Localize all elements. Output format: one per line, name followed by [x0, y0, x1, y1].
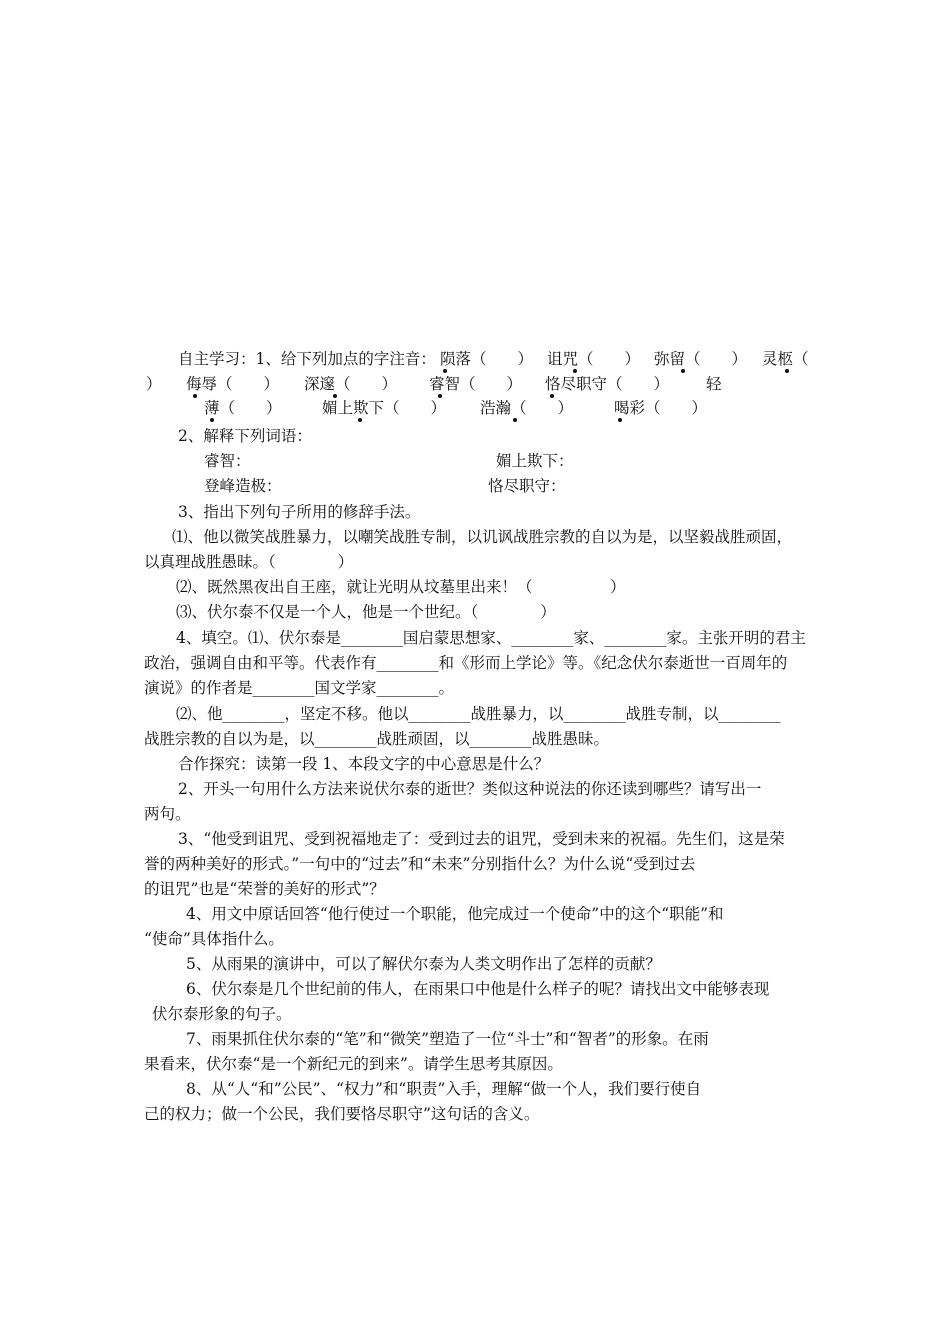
coop-q3a-text: 3、“他受到诅咒、受到祝福地走了：受到过去的诅咒，受到未来的祝福。先生们，这是荣	[178, 830, 785, 848]
coop-q6a-text: 6、伏尔泰是几个世纪前的伟人，在雨果口中他是什么样子的呢？请找出文中能够表现	[186, 980, 770, 998]
q4-l2-text: 政治，强调自由和平等。代表作有________和《形而上学论》等。《纪念伏尔泰逝世一百周年的	[144, 654, 788, 672]
q3-s2-text: ⑵、既然黑夜出自王座，就让光明从坟墓里出来！（ ）	[176, 578, 626, 596]
q1-lead: 自主学习：1、给下列加点的字注音：	[178, 350, 436, 368]
coop-q4a-text: 4、用文中原话回答“他行使过一个职能，他完成过一个使命”中的这个“职能”和	[186, 905, 724, 923]
emphasis-dot	[573, 369, 577, 373]
emphasis-dot	[358, 418, 362, 422]
emphasis-dot	[513, 418, 517, 422]
emphasis-dot	[443, 369, 447, 373]
q1-item-shensui: 深邃（ ）	[304, 375, 398, 393]
term-meishang: 媚上欺下：	[496, 452, 574, 470]
q1-item-meishang: 媚上欺下（ ）	[322, 399, 447, 417]
q1-item-close: ）	[146, 375, 162, 393]
q4-l1-text: 4、填空。⑴、伏尔泰是________国启蒙思想家、________家、________家。主张开明的君主	[176, 629, 806, 647]
term-ruizhi: 睿智：	[204, 452, 251, 470]
coop-q5-text: 5、从雨果的演讲中，可以了解伏尔泰为人类文明作出了怎样的贡献？	[186, 955, 661, 973]
q3-title-text: 3、指出下列句子所用的修辞手法。	[178, 503, 421, 521]
q1-item-qing: 轻	[706, 375, 722, 393]
q1-item-hecai: 喝彩（ ）	[614, 399, 708, 417]
coop-q3c-text: 的诅咒”也是“荣誉的美好的形式”？	[144, 880, 385, 898]
term-dengfeng: 登峰造极：	[204, 477, 282, 495]
coop-q7a-text: 7、雨果抓住伏尔泰的“笔”和“微笑”塑造了一位“斗士”和“智者”的形象。在雨	[186, 1030, 709, 1048]
emphasis-dot	[210, 418, 214, 422]
q1-item-lingjiu: 灵柩（	[762, 350, 809, 368]
emphasis-dot	[785, 369, 789, 373]
emphasis-dot	[681, 369, 685, 373]
q1-item-yunluo: 陨落（ ）	[440, 350, 534, 368]
q1-item-ruizhi: 睿智（ ）	[429, 375, 523, 393]
q1-item-haohan: 浩瀚（ ）	[480, 399, 574, 417]
q1-item-wuru: 侮辱（ ）	[186, 375, 280, 393]
q4-l5-text: 战胜宗教的自以为是，以________战胜顽固，以________战胜愚昧。	[144, 730, 610, 748]
coop-q6b-text: 伏尔泰形象的句子。	[152, 1005, 292, 1023]
q3-s1a-text: ⑴、他以微笑战胜暴力，以嘲笑战胜专制，以讥讽战胜宗教的自以为是，以坚毅战胜顽固，	[172, 528, 793, 546]
q2-title-text: 2、解释下列词语：	[178, 427, 312, 445]
coop-q3b-text: 誉的两种美好的形式。”一句中的“过去”和“未来”分别指什么？为什么说“受到过去	[144, 855, 696, 873]
q3-s3-text: ⑶、伏尔泰不仅是一个人，他是一个世纪。（ ）	[176, 603, 556, 621]
q1-item-zuzhou: 诅咒（ ）	[547, 350, 641, 368]
q4-l3-text: 演说》的作者是________国文学家________。	[144, 679, 455, 697]
coop-q8a-text: 8、从“人“和”公民”、“权力”和“职责”入手，理解“做一个人，我们要行使自	[186, 1080, 702, 1098]
q1-item-kejin: 恪尽职守（ ）	[545, 375, 670, 393]
coop-q2a-text: 2、开头一句用什么方法来说伏尔泰的逝世？类似这种说法的你还读到哪些？请写出一	[178, 780, 762, 798]
q1-item-miliu: 弥留（ ）	[654, 350, 748, 368]
q3-s1b-text: 以真理战胜愚昧。（ ）	[144, 553, 354, 571]
q1-item-bao: 薄（ ）	[204, 399, 282, 417]
coop-q4b-text: “使命”具体指什么。	[144, 930, 284, 948]
term-kejin: 恪尽职守：	[488, 477, 566, 495]
emphasis-dot	[193, 394, 197, 398]
coop-q1-text: 合作探究：读第一段 1、本段文字的中心意思是什么？	[178, 755, 550, 773]
emphasis-dot	[618, 418, 622, 422]
coop-q8b-text: 己的权力；做一个公民，我们要恪尽职守”这句话的含义。	[144, 1105, 540, 1123]
q4-l4-text: ⑵、他________，坚定不移。他以________战胜暴力，以________战胜专制，以________	[176, 705, 781, 723]
coop-q7b-text: 果看来，伏尔泰“是一个新纪元的到来”。请学生思考其原因。	[144, 1055, 563, 1073]
coop-q2b-text: 两句。	[144, 805, 191, 823]
